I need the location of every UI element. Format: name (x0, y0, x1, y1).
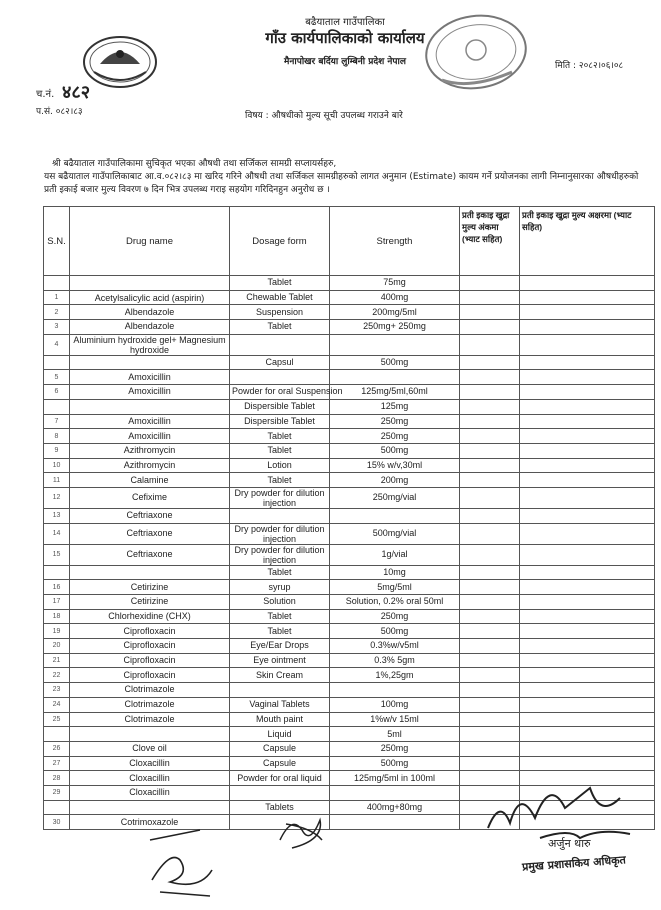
row-strength: 400mg (330, 290, 460, 305)
table-row (44, 712, 655, 727)
row-price-figure (460, 544, 520, 565)
row-price-figure (460, 741, 520, 756)
row-price-words (520, 487, 655, 508)
row-dosage-form: Dry powder for dilution injection (230, 544, 330, 565)
table-row (44, 355, 655, 370)
table-row (44, 639, 655, 654)
row-price-figure (460, 580, 520, 595)
table-row (44, 544, 655, 565)
row-price-words (520, 727, 655, 742)
row-strength: 75mg (330, 276, 460, 291)
row-strength: 250mg (330, 429, 460, 444)
header-strength: Strength (330, 207, 460, 276)
row-drug-name (70, 399, 230, 414)
row-dosage-form: Dispersible Tablet (230, 399, 330, 414)
row-price-figure (460, 276, 520, 291)
row-dosage-form: Tablet (230, 443, 330, 458)
row-sn (44, 565, 70, 580)
header-sn: S.N. (44, 207, 70, 276)
row-drug-name: Amoxicillin (70, 429, 230, 444)
table-row (44, 458, 655, 473)
row-strength (330, 334, 460, 355)
row-strength: 500mg/vial (330, 523, 460, 544)
signature-middle (272, 810, 332, 855)
row-dosage-form: Skin Cream (230, 668, 330, 683)
row-drug-name: Cotrimoxazole (70, 815, 230, 830)
table-row (44, 429, 655, 444)
row-sn: 11 (44, 473, 70, 488)
row-strength: 1%,25gm (330, 668, 460, 683)
row-dosage-form: Tablet (230, 609, 330, 624)
row-sn: 13 (44, 508, 70, 523)
row-drug-name: Clove oil (70, 741, 230, 756)
header-drug-name: Drug name (70, 207, 230, 276)
row-strength: 250mg+ 250mg (330, 320, 460, 335)
row-dosage-form: Capsule (230, 756, 330, 771)
row-dosage-form: Solution (230, 595, 330, 610)
row-strength: 1%w/v 15ml (330, 712, 460, 727)
row-price-figure (460, 683, 520, 698)
row-price-words (520, 473, 655, 488)
row-strength: 100mg (330, 697, 460, 712)
table-row (44, 487, 655, 508)
row-price-figure (460, 565, 520, 580)
office-address: मैनापोखर बर्दिया लुम्बिनी प्रदेश नेपाल (284, 57, 406, 67)
row-price-words (520, 741, 655, 756)
row-dosage-form: Dispersible Tablet (230, 414, 330, 429)
row-dosage-form (230, 370, 330, 385)
drug-price-table (43, 206, 655, 830)
nepal-emblem-logo (80, 32, 160, 90)
table-row (44, 290, 655, 305)
row-price-figure (460, 334, 520, 355)
row-dosage-form: Tablet (230, 320, 330, 335)
table-row (44, 399, 655, 414)
row-sn: 16 (44, 580, 70, 595)
table-row (44, 624, 655, 639)
table-row (44, 683, 655, 698)
row-strength: 125mg/5ml in 100ml (330, 771, 460, 786)
row-price-words (520, 712, 655, 727)
row-price-figure (460, 385, 520, 400)
row-drug-name: Cetirizine (70, 580, 230, 595)
office-stamp-seal (420, 10, 532, 96)
row-price-words (520, 668, 655, 683)
row-price-words (520, 334, 655, 355)
row-drug-name: Albendazole (70, 320, 230, 335)
row-dosage-form: Eye/Ear Drops (230, 639, 330, 654)
row-sn: 3 (44, 320, 70, 335)
row-dosage-form: Tablet (230, 624, 330, 639)
row-strength (330, 683, 460, 698)
row-drug-name: Albendazole (70, 305, 230, 320)
row-drug-name: Aluminium hydroxide gel+ Magnesium hydroxide (70, 334, 230, 355)
row-price-figure (460, 697, 520, 712)
row-dosage-form (230, 334, 330, 355)
row-strength: 250mg (330, 609, 460, 624)
row-price-figure (460, 370, 520, 385)
row-drug-name: Ciprofloxacin (70, 653, 230, 668)
dispatch-number-value: ४८२ (62, 82, 91, 103)
row-dosage-form: Chewable Tablet (230, 290, 330, 305)
row-drug-name: Azithromycin (70, 458, 230, 473)
row-sn: 2 (44, 305, 70, 320)
table-row (44, 305, 655, 320)
table-row (44, 370, 655, 385)
table-row (44, 668, 655, 683)
row-sn: 14 (44, 523, 70, 544)
row-price-words (520, 320, 655, 335)
row-strength: 0.3%w/v5ml (330, 639, 460, 654)
row-dosage-form: Capsul (230, 355, 330, 370)
row-sn: 8 (44, 429, 70, 444)
row-price-figure (460, 523, 520, 544)
row-drug-name: Cloxacillin (70, 785, 230, 800)
row-sn (44, 800, 70, 815)
row-strength: 500mg (330, 624, 460, 639)
row-price-figure (460, 305, 520, 320)
row-price-words (520, 639, 655, 654)
row-strength (330, 370, 460, 385)
row-price-figure (460, 639, 520, 654)
row-drug-name: Cefixime (70, 487, 230, 508)
row-sn (44, 276, 70, 291)
row-sn: 27 (44, 756, 70, 771)
row-price-figure (460, 595, 520, 610)
row-sn: 1 (44, 290, 70, 305)
row-strength: 250mg (330, 741, 460, 756)
row-drug-name: Amoxicillin (70, 385, 230, 400)
row-strength: 250mg (330, 414, 460, 429)
row-price-figure (460, 290, 520, 305)
row-strength: 15% w/v,30ml (330, 458, 460, 473)
row-price-words (520, 385, 655, 400)
row-price-figure (460, 508, 520, 523)
document-date: मिति : २०८२।०६।०८ (555, 61, 624, 71)
row-dosage-form: Mouth paint (230, 712, 330, 727)
table-header-row (44, 207, 655, 276)
table-row (44, 473, 655, 488)
row-sn: 15 (44, 544, 70, 565)
row-drug-name: Ceftriaxone (70, 544, 230, 565)
row-sn: 21 (44, 653, 70, 668)
row-sn: 12 (44, 487, 70, 508)
row-drug-name: Cetirizine (70, 595, 230, 610)
row-strength: 200mg (330, 473, 460, 488)
row-price-words (520, 290, 655, 305)
row-dosage-form: Suspension (230, 305, 330, 320)
row-sn: 6 (44, 385, 70, 400)
row-strength: Solution, 0.2% oral 50ml (330, 595, 460, 610)
row-strength: 125mg/5ml,60ml (330, 385, 460, 400)
row-strength: 0.3% 5gm (330, 653, 460, 668)
row-strength: 5mg/5ml (330, 580, 460, 595)
row-price-figure (460, 624, 520, 639)
row-drug-name: Ceftriaxone (70, 523, 230, 544)
row-dosage-form: syrup (230, 580, 330, 595)
row-drug-name: Clotrimazole (70, 712, 230, 727)
table-row (44, 414, 655, 429)
row-strength: 500mg (330, 443, 460, 458)
table-row (44, 523, 655, 544)
row-strength: 250mg/vial (330, 487, 460, 508)
row-dosage-form: Tablet (230, 473, 330, 488)
row-strength: 1g/vial (330, 544, 460, 565)
row-price-words (520, 523, 655, 544)
row-price-words (520, 697, 655, 712)
row-price-words (520, 429, 655, 444)
table-row (44, 653, 655, 668)
dispatch-number-label: च.नं. (36, 89, 55, 100)
body-paragraph: यस बढैयाताल गाउँपालिकाबाट आ.व.०८२।८३ मा खरिद गरिने औषधी तथा सर्जिकल सामग्रीहरुको लागत अनुमान (Estimate) कायम गर्ने प्रयोजनका लागी निम्नानुसारका औषधीहरुको प्रती इकाई बजार मुल्य विवरण ७ दिन भित्र उपलब्ध गराइ सहयोग गरिदिनहुन अनुरोध छ । (44, 172, 639, 195)
row-sn: 19 (44, 624, 70, 639)
row-sn: 17 (44, 595, 70, 610)
row-dosage-form: Tablets (230, 800, 330, 815)
row-price-words (520, 580, 655, 595)
row-sn: 5 (44, 370, 70, 385)
row-sn: 9 (44, 443, 70, 458)
row-strength: 200mg/5ml (330, 305, 460, 320)
row-drug-name: Ciprofloxacin (70, 668, 230, 683)
row-dosage-form: Liquid (230, 727, 330, 742)
municipality-name: बढैयाताल गाउँपालिका (305, 17, 385, 28)
row-strength: 500mg (330, 355, 460, 370)
row-drug-name (70, 800, 230, 815)
row-sn: 10 (44, 458, 70, 473)
row-drug-name: Amoxicillin (70, 414, 230, 429)
row-price-words (520, 653, 655, 668)
row-drug-name: Acetylsalicylic acid (aspirin) (70, 290, 230, 305)
row-price-words (520, 355, 655, 370)
row-drug-name: Clotrimazole (70, 697, 230, 712)
row-sn: 25 (44, 712, 70, 727)
row-price-words (520, 565, 655, 580)
row-strength: 125mg (330, 399, 460, 414)
row-drug-name (70, 276, 230, 291)
table-row (44, 580, 655, 595)
row-dosage-form (230, 683, 330, 698)
row-sn: 4 (44, 334, 70, 355)
row-dosage-form: Eye ointment (230, 653, 330, 668)
row-sn (44, 355, 70, 370)
table-row (44, 727, 655, 742)
row-dosage-form (230, 785, 330, 800)
header-price-figure: प्रती इकाइ खुद्रा मुल्य अंकमा (भ्याट सहित) (460, 207, 520, 276)
row-price-figure (460, 399, 520, 414)
row-dosage-form: Vaginal Tablets (230, 697, 330, 712)
row-sn: 7 (44, 414, 70, 429)
row-sn: 30 (44, 815, 70, 830)
row-sn (44, 399, 70, 414)
header-price-words: प्रती इकाइ खुद्रा मुल्य अक्षरमा (भ्याट सहित) (520, 207, 655, 276)
row-dosage-form: Tablet (230, 276, 330, 291)
row-drug-name (70, 727, 230, 742)
row-price-figure (460, 458, 520, 473)
signature-left (140, 820, 220, 900)
officer-title: प्रमुख प्रशासकिय अधिकृत (521, 853, 627, 874)
table-row (44, 276, 655, 291)
row-price-figure (460, 429, 520, 444)
row-strength (330, 785, 460, 800)
row-sn: 28 (44, 771, 70, 786)
row-dosage-form: Capsule (230, 741, 330, 756)
row-drug-name: Ceftriaxone (70, 508, 230, 523)
table-row (44, 565, 655, 580)
row-dosage-form (230, 508, 330, 523)
row-sn: 22 (44, 668, 70, 683)
header-dosage-form: Dosage form (230, 207, 330, 276)
row-drug-name: Clotrimazole (70, 683, 230, 698)
row-price-figure (460, 473, 520, 488)
row-price-words (520, 595, 655, 610)
row-drug-name: Cloxacillin (70, 771, 230, 786)
row-dosage-form: Dry powder for dilution injection (230, 523, 330, 544)
row-dosage-form: Tablet (230, 565, 330, 580)
row-price-words (520, 458, 655, 473)
row-price-words (520, 443, 655, 458)
row-strength (330, 508, 460, 523)
row-price-words (520, 276, 655, 291)
row-price-words (520, 414, 655, 429)
row-strength: 500mg (330, 756, 460, 771)
row-price-words (520, 399, 655, 414)
table-row (44, 385, 655, 400)
row-price-figure (460, 443, 520, 458)
table-row (44, 334, 655, 355)
row-sn: 18 (44, 609, 70, 624)
row-sn: 26 (44, 741, 70, 756)
row-dosage-form: Lotion (230, 458, 330, 473)
row-dosage-form: Tablet (230, 429, 330, 444)
letter-number: प.सं. ०८२।८३ (36, 107, 83, 117)
row-dosage-form: Powder for oral liquid (230, 771, 330, 786)
table-row (44, 320, 655, 335)
row-dosage-form: Powder for oral Suspension (230, 385, 330, 400)
row-price-words (520, 609, 655, 624)
row-drug-name: Chlorhexidine (CHX) (70, 609, 230, 624)
row-drug-name (70, 355, 230, 370)
row-price-words (520, 683, 655, 698)
row-price-figure (460, 727, 520, 742)
subject-line: विषय : औषधीको मुल्य सूची उपलब्ध गराउने बारे (245, 111, 403, 121)
row-price-figure (460, 414, 520, 429)
addressee-line: श्री बढैयाताल गाउँपालिकामा सुचिकृत भएका औषधी तथा सर्जिकल सामग्री सप्लायर्सहरु, (52, 159, 337, 169)
row-drug-name: Azithromycin (70, 443, 230, 458)
row-drug-name: Calamine (70, 473, 230, 488)
row-strength: 10mg (330, 565, 460, 580)
row-strength (330, 815, 460, 830)
row-sn: 20 (44, 639, 70, 654)
row-price-figure (460, 668, 520, 683)
row-drug-name: Cloxacillin (70, 756, 230, 771)
row-price-figure (460, 487, 520, 508)
table-row (44, 595, 655, 610)
table-row (44, 697, 655, 712)
table-row (44, 508, 655, 523)
row-price-words (520, 544, 655, 565)
row-drug-name: Amoxicillin (70, 370, 230, 385)
row-strength: 5ml (330, 727, 460, 742)
row-sn: 24 (44, 697, 70, 712)
officer-name: अर्जुन थारु (548, 837, 591, 850)
row-sn: 23 (44, 683, 70, 698)
row-price-figure (460, 712, 520, 727)
row-price-figure (460, 653, 520, 668)
row-strength: 400mg+80mg (330, 800, 460, 815)
row-price-words (520, 305, 655, 320)
row-drug-name: Ciprofloxacin (70, 624, 230, 639)
row-price-words (520, 508, 655, 523)
row-price-words (520, 624, 655, 639)
table-row (44, 741, 655, 756)
row-dosage-form: Dry powder for dilution injection (230, 487, 330, 508)
table-row (44, 609, 655, 624)
office-title: गाँउ कार्यपालिकाको कार्यालय (265, 29, 425, 47)
row-drug-name (70, 565, 230, 580)
table-row (44, 443, 655, 458)
row-price-figure (460, 355, 520, 370)
row-drug-name: Ciprofloxacin (70, 639, 230, 654)
row-price-figure (460, 609, 520, 624)
row-sn: 29 (44, 785, 70, 800)
row-sn (44, 727, 70, 742)
row-price-words (520, 370, 655, 385)
row-price-figure (460, 320, 520, 335)
